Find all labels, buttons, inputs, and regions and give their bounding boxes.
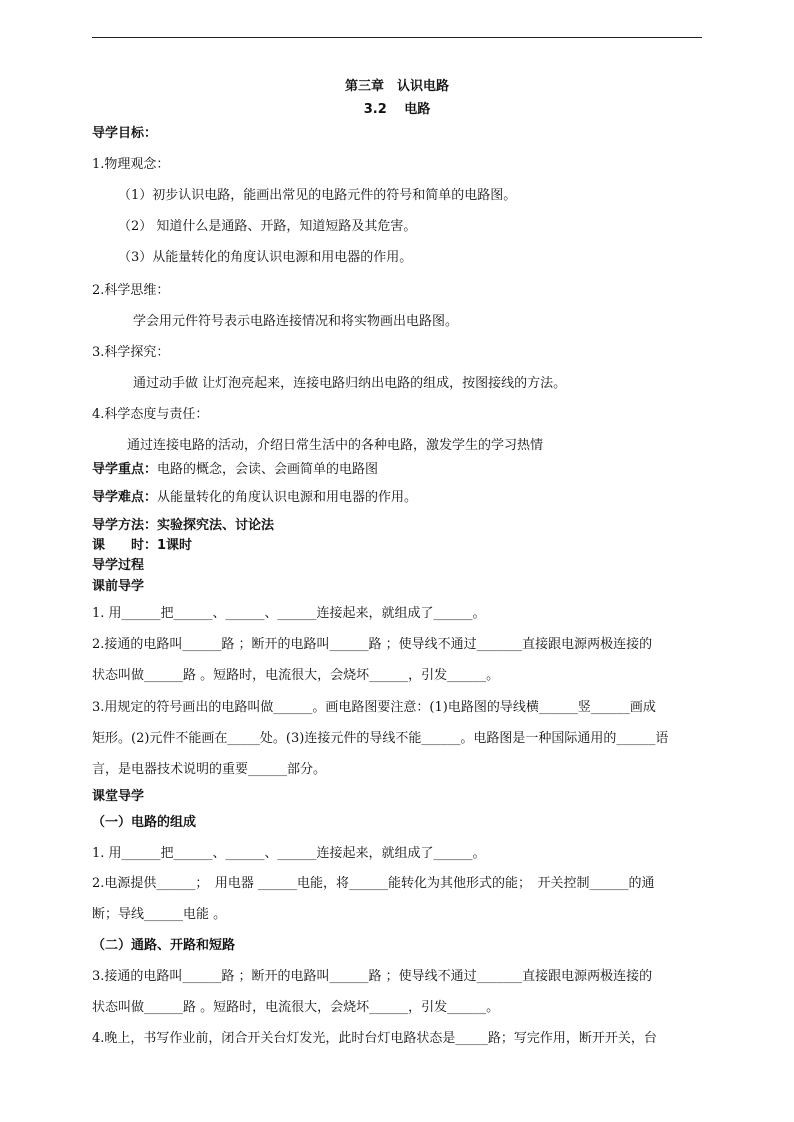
header-rule — [92, 37, 702, 38]
objective-1-title: 1.物理观念： — [92, 157, 170, 172]
process-heading: 导学过程 — [92, 558, 145, 573]
in-class-question: 4.晚上，书写作业前，闭合开关台灯发光，此时台灯电路状态是_____路；写完作用，断开开关，台 — [92, 1031, 657, 1046]
in-class-question: 3.接通的电路叫______路 ；断开的电路叫______路 ；使导线不通过_______直接跟电源两极连接的 — [92, 969, 653, 984]
objective-2-text: 学会用元件符号表示电路连接情况和将实物画出电路图。 — [133, 314, 459, 329]
in-class-part-1: （一）电路的组成 — [92, 815, 197, 830]
teaching-method: 导学方法：实验探究法、讨论法 — [92, 518, 275, 533]
pre-class-heading: 课前导学 — [92, 579, 145, 594]
in-class-part-2: （二）通路、开路和短路 — [92, 938, 236, 953]
objective-3-text: 通过动手做 让灯泡亮起来，连接电路归纳出电路的组成，按图接线的方法。 — [133, 376, 567, 391]
pre-class-question: 2.接通的电路叫______路 ；断开的电路叫______路 ；使导线不通过_______直接跟电源两极连接的 — [92, 637, 653, 652]
objective-1-item: （3）从能量转化的角度认识电源和用电器的作用。 — [118, 250, 413, 265]
key-point-label: 导学重点： — [92, 462, 158, 477]
pre-class-question: 状态叫做______路 。短路时，电流很大，会烧坏______，引发______。 — [92, 668, 500, 683]
difficulty-text: 从能量转化的角度认识电源和用电器的作用。 — [157, 490, 418, 505]
in-class-question: 1. 用______把______、______、______连接起来，就组成了______。 — [92, 846, 486, 861]
pre-class-question: 1. 用______把______、______、______连接起来，就组成了______。 — [92, 606, 486, 621]
difficulty-label: 导学难点： — [92, 490, 158, 505]
objective-1-item: （2） 知道什么是通路、开路，知道短路及其危害。 — [118, 219, 417, 234]
section-title: 3.2 电路 — [363, 102, 431, 117]
key-point — [92, 462, 378, 478]
objectives-heading: 导学目标： — [92, 126, 158, 141]
objective-4-title: 4.科学态度与责任： — [92, 407, 209, 422]
objective-1-item: （1）初步认识电路，能画出常见的电路元件的符号和简单的电路图。 — [118, 188, 517, 203]
chapter-title: 第三章 认识电路 — [344, 79, 449, 94]
objective-4-text: 通过连接电路的活动，介绍日常生活中的各种电路，激发学生的学习热情 — [127, 438, 544, 453]
pre-class-question: 矩形。(2)元件不能画在_____处。(3)连接元件的导线不能______。电路图是一种国际通用的______语 — [92, 731, 669, 746]
objective-2-title: 2.科学思维： — [92, 283, 170, 298]
difficulty — [92, 490, 417, 506]
in-class-heading: 课堂导学 — [92, 789, 145, 804]
class-period: 课 时：1课时 — [92, 538, 193, 553]
pre-class-question: 3.用规定的符号画出的电路叫做______。画电路图要注意：(1)电路图的导线横______竖______画成 — [92, 700, 656, 715]
pre-class-question: 言，是电器技术说明的重要______部分。 — [92, 762, 327, 777]
objective-3-title: 3.科学探究： — [92, 345, 170, 360]
in-class-question: 断；导线______电能 。 — [92, 907, 227, 922]
key-point-text: 电路的概念，会读、会画简单的电路图 — [157, 462, 379, 477]
in-class-question: 状态叫做______路 。短路时，电流很大，会烧坏______，引发______。 — [92, 1000, 500, 1015]
in-class-question: 2.电源提供______； 用电器 ______电能，将______能转化为其他形式的能； 开关控制______的通 — [92, 876, 655, 891]
